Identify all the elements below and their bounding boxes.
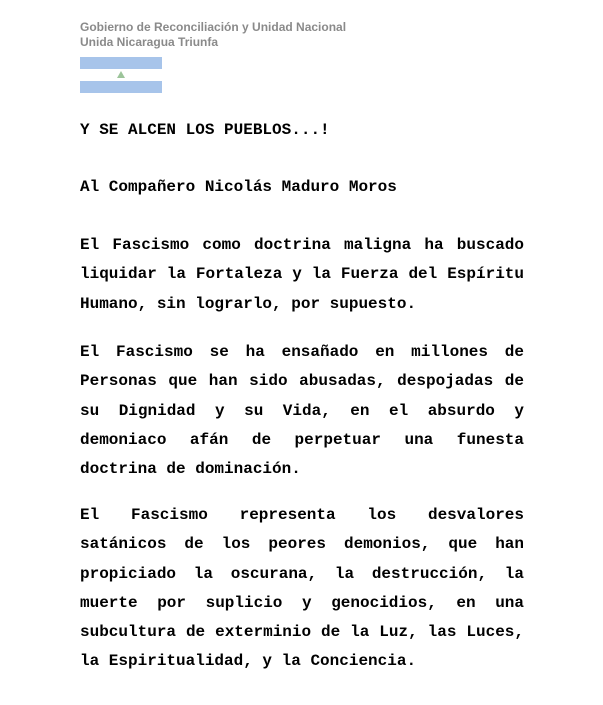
paragraph: El Fascismo representa los desvalores satánicos de los peores demonios, que han propiciado la oscurana, la destrucción, la muerte por suplicio y genocidios, en una subcultura de exterminio de la Luz, las Luces, la Espiritualidad, y la Conciencia.	[80, 506, 524, 671]
nicaragua-flag-icon	[80, 57, 162, 93]
letter-title: Y SE ALCEN LOS PUEBLOS...!	[80, 121, 330, 139]
letterhead-org-line2: Unida Nicaragua Triunfa	[80, 35, 219, 49]
paragraph: El Fascismo como doctrina maligna ha buscado liquidar la Fortaleza y la Fuerza del Espíritu Humano, sin lograrlo, por supuesto.	[80, 236, 524, 313]
letter-salutation: Al Compañero Nicolás Maduro Moros	[80, 178, 397, 196]
letterhead-org-line1: Gobierno de Reconciliación y Unidad Nacional	[80, 20, 347, 34]
paragraph: El Fascismo se ha ensañado en millones de Personas que han sido abusadas, despojadas de su Dignidad y su Vida, en el absurdo y demoniaco afán de perpetuar una funesta doctrina de dominación.	[80, 343, 524, 479]
letterhead	[80, 20, 346, 50]
flag-stripe-bottom	[80, 81, 162, 93]
flag-stripe-top	[80, 57, 162, 69]
